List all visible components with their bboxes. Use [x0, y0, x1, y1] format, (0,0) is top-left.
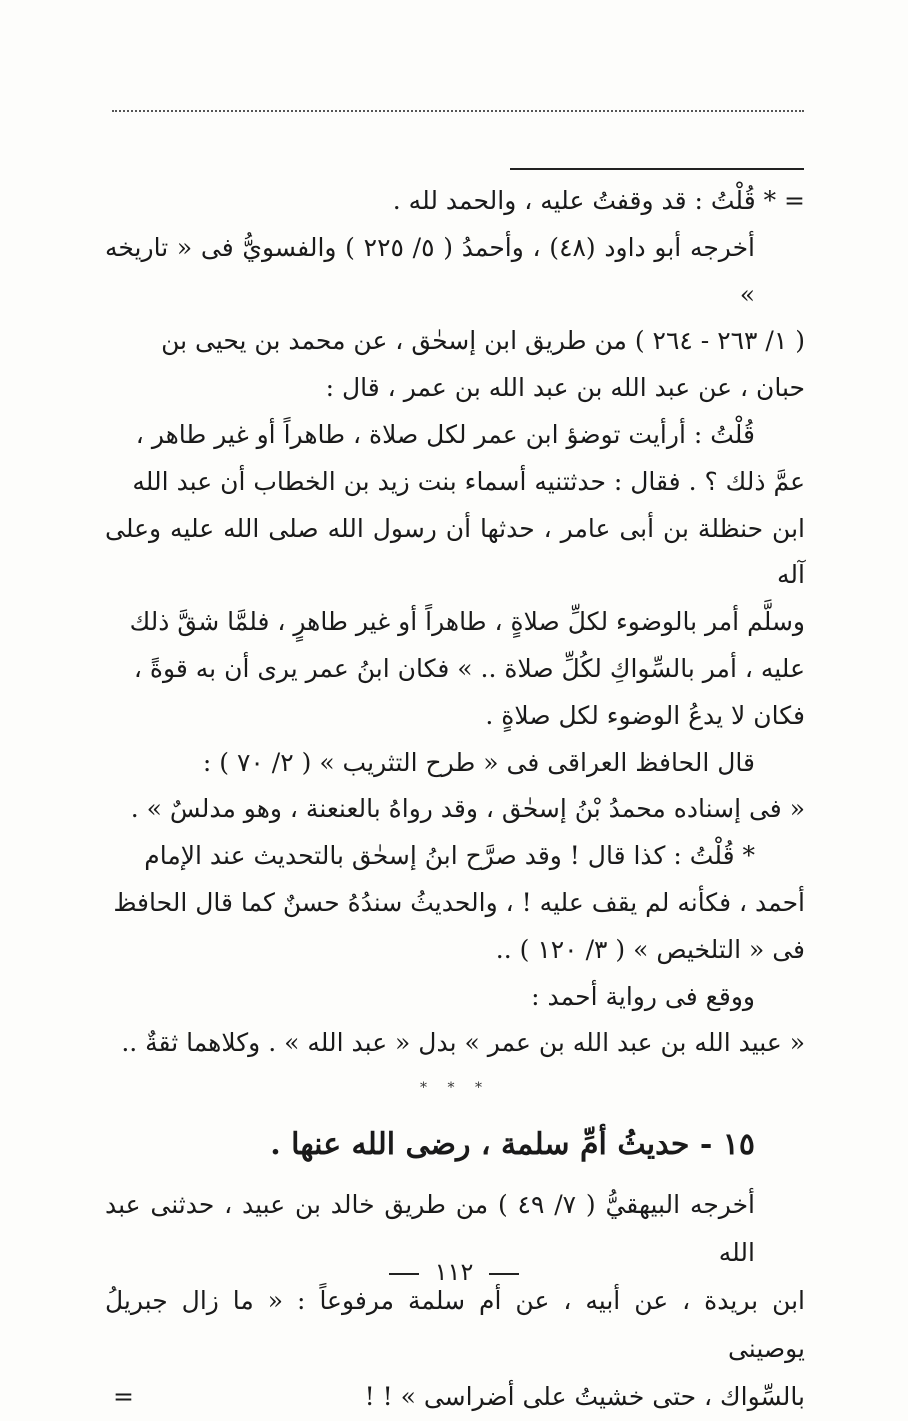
text-line: فكان لا يدعُ الوضوء لكل صلاةٍ . — [485, 700, 805, 730]
text-line: قال الحافظ العراقى فى « طرح التثريب » ( ٢/ ٧٠ ) : — [202, 747, 755, 777]
section-heading: ١٥ - حديثُ أمِّ سلمة ، رضى الله عنها . — [270, 1127, 755, 1163]
page-number-dash — [489, 1273, 519, 1275]
top-dotted-rule — [112, 110, 804, 112]
footnote-rule — [510, 168, 804, 170]
text-line: « فى إسناده محمدُ بْنُ إسحٰق ، وقد رواهُ بالعنعنة ، وهو مدلسٌ » . — [130, 794, 805, 824]
text-line: حبان ، عن عبد الله بن عبد الله بن عمر ، قال : — [325, 373, 805, 403]
text-line: ووقع فى رواية أحمد : — [531, 981, 755, 1011]
section-separator: * * * — [420, 1080, 490, 1097]
text-line: فى « التلخيص » ( ٣/ ١٢٠ ) .. — [495, 934, 805, 964]
text-line: عمَّ ذلك ؟ . فقال : حدثتنيه أسماء بنت زيد بن الخطاب أن عبد الله — [132, 466, 805, 496]
text-line: « عبيد الله بن عبد الله بن عمر » بدل « عبد الله » . وكلاهما ثقةٌ .. — [121, 1028, 805, 1058]
text-line-content: بالسِّواك ، حتى خشيتُ على أضراسى » ! ! — [364, 1382, 805, 1412]
page-number-value: ١١٢ — [434, 1258, 474, 1286]
text-line: = * قُلْتُ : قد وقفتُ عليه ، والحمد لله . — [392, 186, 805, 215]
text-line — [105, 1373, 805, 1421]
text-line: * قُلْتُ : كذا قال ! وقد صرَّح ابنُ إسحٰق بالتحديث عند الإمام — [144, 841, 755, 871]
text-line: أخرجه البيهقيُّ ( ٧/ ٤٩ ) من طريق خالد بن عبيد ، حدثنى عبد الله — [105, 1190, 755, 1268]
text-line: قُلْتُ : أرأيت توضؤ ابن عمر لكل صلاة ، طاهراً أو غير طاهر ، — [135, 419, 755, 449]
text-line: عليه ، أمر بالسِّواكِ لكُلِّ صلاة .. » فكان ابنُ عمر يرى أن به قوةً ، — [133, 653, 805, 683]
text-line: وسلَّم أمر بالوضوء لكلِّ صلاةٍ ، طاهراً أو غير طاهرٍ ، فلمَّا شقَّ ذلك — [129, 607, 805, 637]
text-line: ابن بريدة ، عن أبيه ، عن أم سلمة مرفوعاً : « ما زال جبريلُ يوصينى — [105, 1286, 805, 1364]
text-line: أحمد ، فكأنه لم يقف عليه ! ، والحديثُ سندُهُ حسنٌ كما قال الحافظ — [113, 887, 805, 917]
continuation-mark: = — [113, 1382, 134, 1412]
text-line: ( ١/ ٢٦٣ - ٢٦٤ ) من طريق ابن إسحٰق ، عن محمد بن يحيى بن — [161, 326, 805, 356]
page-body — [105, 178, 805, 1421]
page-number — [0, 1258, 908, 1286]
page-number-dash — [389, 1273, 419, 1275]
text-line: ابن حنظلة بن أبى عامر ، حدثها أن رسول الله صلى الله عليه وعلى آله — [105, 513, 805, 590]
text-line: أخرجه أبو داود (٤٨) ، وأحمدُ ( ٥/ ٢٢٥ ) والفسويُّ فى « تاريخه » — [105, 232, 755, 309]
